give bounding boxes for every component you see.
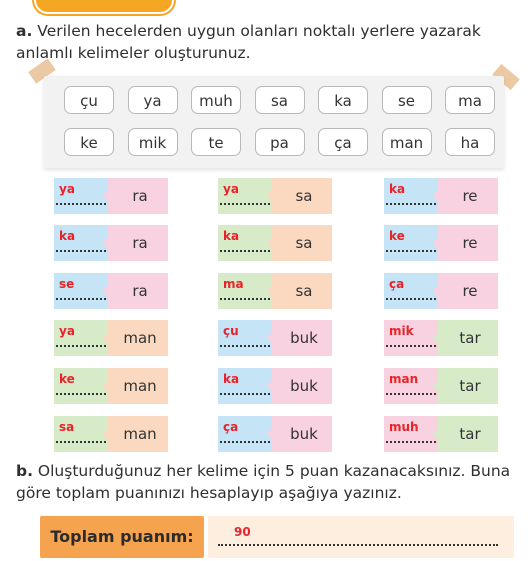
dotted-line xyxy=(386,339,436,347)
word-puzzle-piece xyxy=(384,320,498,356)
dotted-line xyxy=(220,244,270,252)
handwritten-answer: ça xyxy=(389,277,405,291)
handwritten-answer: ka xyxy=(59,229,76,243)
syllable-board xyxy=(44,76,504,168)
puzzle-knob xyxy=(268,333,278,343)
dotted-line xyxy=(56,292,106,300)
handwritten-answer: ma xyxy=(223,277,244,291)
puzzle-suffix: sa xyxy=(272,178,332,214)
puzzle-knob xyxy=(104,381,114,391)
dotted-line xyxy=(220,387,270,395)
dotted-line xyxy=(220,435,270,443)
puzzle-knob xyxy=(268,286,278,296)
puzzle-blank[interactable] xyxy=(218,416,274,452)
dotted-line xyxy=(386,387,436,395)
syllable-chip: ça xyxy=(318,128,368,156)
puzzle-suffix: tar xyxy=(438,368,498,404)
puzzle-blank[interactable] xyxy=(54,416,110,452)
activity-header-tab xyxy=(34,0,174,14)
syllable-chip: ke xyxy=(64,128,114,156)
syllable-chip: ha xyxy=(445,128,495,156)
puzzle-knob xyxy=(434,238,444,248)
handwritten-answer: muh xyxy=(389,420,419,434)
section-a-text: Verilen hecelerden uygun olanları noktalı yerlere yazarak anlamlı kelimeler oluşturunuz. xyxy=(16,22,481,62)
section-b-letter: b. xyxy=(16,462,33,480)
dotted-line xyxy=(386,435,436,443)
puzzle-blank[interactable] xyxy=(218,273,274,309)
puzzle-blank[interactable] xyxy=(384,225,440,261)
dotted-line xyxy=(56,387,106,395)
word-puzzle-piece xyxy=(218,225,332,261)
puzzle-suffix: man xyxy=(108,368,168,404)
dotted-line xyxy=(220,292,270,300)
dotted-line xyxy=(56,435,106,443)
syllable-chip: ma xyxy=(445,86,495,114)
total-score-box[interactable] xyxy=(208,516,514,558)
puzzle-suffix: re xyxy=(438,178,498,214)
puzzle-knob xyxy=(434,333,444,343)
puzzle-suffix: buk xyxy=(272,416,332,452)
handwritten-answer: ya xyxy=(59,324,75,338)
word-puzzle-piece xyxy=(218,416,332,452)
puzzle-knob xyxy=(434,286,444,296)
dotted-line xyxy=(56,197,106,205)
puzzle-knob xyxy=(104,429,114,439)
instruction-a xyxy=(16,20,516,64)
puzzle-knob xyxy=(268,191,278,201)
total-score-value: 90 xyxy=(234,525,251,539)
puzzle-blank[interactable] xyxy=(54,368,110,404)
puzzle-knob xyxy=(268,238,278,248)
word-puzzle-piece xyxy=(384,368,498,404)
puzzle-suffix: tar xyxy=(438,320,498,356)
dotted-line xyxy=(386,244,436,252)
puzzle-blank[interactable] xyxy=(384,273,440,309)
puzzle-blank[interactable] xyxy=(384,416,440,452)
dotted-line xyxy=(56,339,106,347)
handwritten-answer: ke xyxy=(59,372,75,386)
puzzle-knob xyxy=(434,429,444,439)
instruction-b xyxy=(16,460,522,504)
dotted-line xyxy=(386,197,436,205)
puzzle-suffix: sa xyxy=(272,225,332,261)
handwritten-answer: ka xyxy=(389,182,406,196)
dotted-line xyxy=(386,292,436,300)
puzzle-knob xyxy=(104,238,114,248)
handwritten-answer: ka xyxy=(223,372,240,386)
puzzle-blank[interactable] xyxy=(54,225,110,261)
syllable-chip: te xyxy=(191,128,241,156)
word-puzzle-piece xyxy=(384,273,498,309)
puzzle-blank[interactable] xyxy=(384,178,440,214)
word-puzzle-piece xyxy=(384,225,498,261)
puzzle-suffix: re xyxy=(438,273,498,309)
word-puzzle-piece xyxy=(54,320,168,356)
word-puzzle-piece xyxy=(54,368,168,404)
word-puzzle-piece xyxy=(218,320,332,356)
puzzle-knob xyxy=(104,333,114,343)
word-puzzle-piece xyxy=(218,368,332,404)
word-puzzle-piece xyxy=(54,416,168,452)
puzzle-blank[interactable] xyxy=(54,178,110,214)
word-puzzle-piece xyxy=(384,416,498,452)
puzzle-blank[interactable] xyxy=(54,273,110,309)
section-a-letter: a. xyxy=(16,22,33,40)
puzzle-blank[interactable] xyxy=(218,225,274,261)
syllable-chip: ya xyxy=(128,86,178,114)
puzzle-blank[interactable] xyxy=(54,320,110,356)
puzzle-knob xyxy=(434,381,444,391)
puzzle-blank[interactable] xyxy=(384,320,440,356)
section-b-text: Oluşturduğunuz her kelime için 5 puan kazanacaksınız. Buna göre toplam puanınızı hesaplayıp aşağıya yazınız. xyxy=(16,462,511,502)
handwritten-answer: se xyxy=(59,277,75,291)
puzzle-blank[interactable] xyxy=(218,368,274,404)
syllable-chip: çu xyxy=(64,86,114,114)
dotted-line xyxy=(220,339,270,347)
dotted-line xyxy=(56,244,106,252)
handwritten-answer: ça xyxy=(223,420,239,434)
handwritten-answer: sa xyxy=(59,420,75,434)
puzzle-suffix: re xyxy=(438,225,498,261)
total-score-label: Toplam puanım: xyxy=(40,516,204,558)
puzzle-suffix: buk xyxy=(272,320,332,356)
puzzle-suffix: ra xyxy=(108,225,168,261)
total-score-dotted-line xyxy=(218,538,498,546)
word-puzzle-piece xyxy=(218,273,332,309)
word-puzzle-piece xyxy=(218,178,332,214)
puzzle-blank[interactable] xyxy=(384,368,440,404)
syllable-chip: pa xyxy=(255,128,305,156)
handwritten-answer: ya xyxy=(223,182,239,196)
word-puzzle-piece xyxy=(384,178,498,214)
puzzle-knob xyxy=(268,429,278,439)
syllable-chip: ka xyxy=(318,86,368,114)
handwritten-answer: çu xyxy=(223,324,239,338)
puzzle-suffix: man xyxy=(108,320,168,356)
puzzle-blank[interactable] xyxy=(218,320,274,356)
puzzle-suffix: tar xyxy=(438,416,498,452)
puzzle-suffix: ra xyxy=(108,273,168,309)
word-puzzle-piece xyxy=(54,273,168,309)
puzzle-knob xyxy=(104,286,114,296)
puzzle-suffix: man xyxy=(108,416,168,452)
handwritten-answer: man xyxy=(389,372,419,386)
puzzle-knob xyxy=(268,381,278,391)
word-puzzle-piece xyxy=(54,178,168,214)
puzzle-suffix: sa xyxy=(272,273,332,309)
handwritten-answer: mik xyxy=(389,324,414,338)
syllable-chip: sa xyxy=(255,86,305,114)
syllable-chip: muh xyxy=(191,86,241,114)
syllable-chip: se xyxy=(382,86,432,114)
word-puzzle-piece xyxy=(54,225,168,261)
dotted-line xyxy=(220,197,270,205)
puzzle-knob xyxy=(104,191,114,201)
syllable-chip: mik xyxy=(128,128,178,156)
handwritten-answer: ka xyxy=(223,229,240,243)
puzzle-suffix: ra xyxy=(108,178,168,214)
handwritten-answer: ke xyxy=(389,229,405,243)
puzzle-blank[interactable] xyxy=(218,178,274,214)
handwritten-answer: ya xyxy=(59,182,75,196)
puzzle-suffix: buk xyxy=(272,368,332,404)
syllable-chip: man xyxy=(382,128,432,156)
puzzle-knob xyxy=(434,191,444,201)
